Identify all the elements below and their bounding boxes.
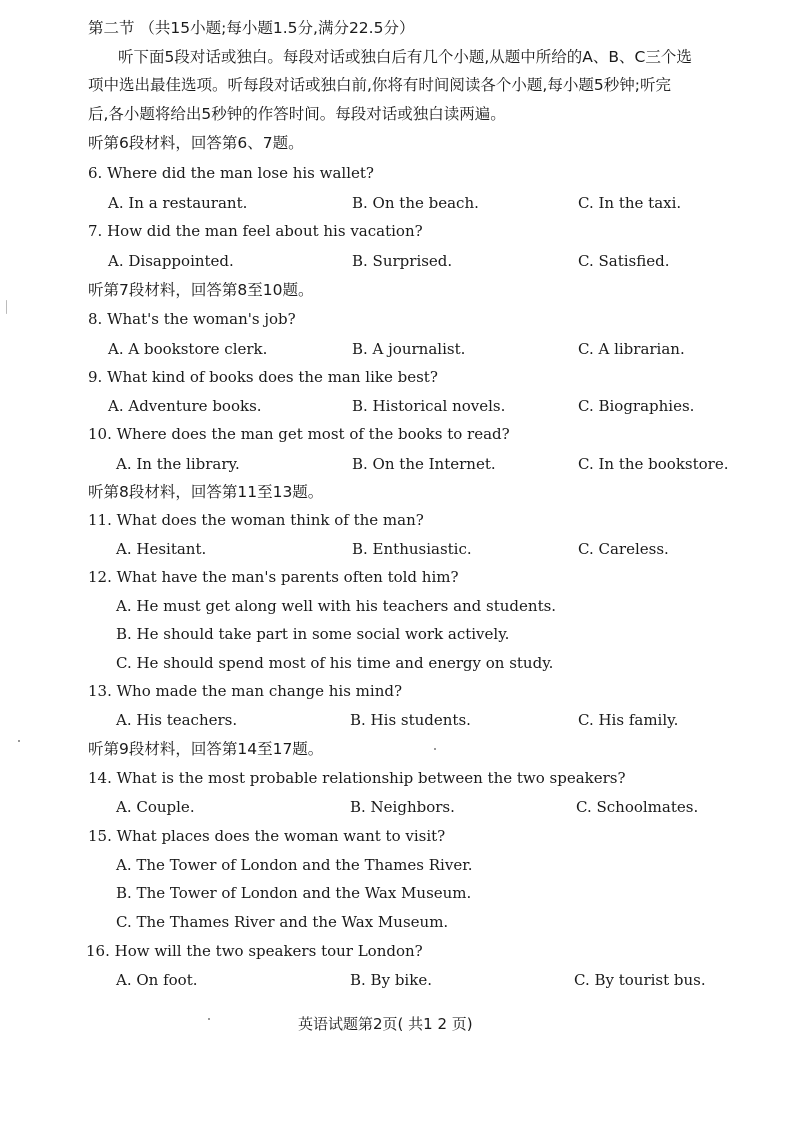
option-6c: C. In the taxi.: [578, 194, 682, 212]
scan-speck: [208, 1018, 210, 1020]
question-stem-10: 10. Where does the man get most of the books to read?: [88, 425, 510, 443]
scan-speck: [18, 740, 20, 742]
instruction-line-2: 项中选出最佳选项。听每段对话或独白前,你将有时间阅读各个小题,每小题5秒钟;听完: [88, 76, 671, 94]
question-stem-15: 15. What places does the woman want to visit?: [88, 827, 446, 845]
option-16a: A. On foot.: [116, 971, 198, 989]
instruction-line-3: 后,各小题将给出5秒钟的作答时间。每段对话或独白读两遍。: [88, 105, 506, 123]
question-stem-7: 7. How did the man feel about his vacation?: [88, 222, 423, 240]
option-13a: A. His teachers.: [116, 711, 238, 729]
option-10c: C. In the bookstore.: [578, 455, 729, 473]
option-13b: B. His students.: [350, 711, 471, 729]
option-8c: C. A librarian.: [578, 340, 685, 358]
option-16b: B. By bike.: [350, 971, 432, 989]
option-8b: B. A journalist.: [352, 340, 466, 358]
question-stem-13: 13. Who made the man change his mind?: [88, 682, 403, 700]
option-11a: A. Hesitant.: [116, 540, 207, 558]
scan-speck: [6, 300, 7, 314]
group-label-9: 听第9段材料，回答第14至17题。: [88, 740, 324, 758]
option-9c: C. Biographies.: [578, 397, 695, 415]
question-stem-6: 6. Where did the man lose his wallet?: [88, 164, 374, 182]
page-footer: 英语试题第2页( 共1 2 页): [298, 1015, 473, 1033]
option-12c: C. He should spend most of his time and energy on study.: [116, 654, 554, 672]
instruction-line-1: 听下面5段对话或独白。每段对话或独白后有几个小题,从题中所给的A、B、C三个选: [118, 48, 692, 66]
option-15c: C. The Thames River and the Wax Museum.: [116, 913, 449, 931]
option-14b: B. Neighbors.: [350, 798, 455, 816]
option-11c: C. Careless.: [578, 540, 669, 558]
option-8a: A. A bookstore clerk.: [108, 340, 268, 358]
scan-speck: [434, 748, 436, 750]
question-stem-11: 11. What does the woman think of the man?: [88, 511, 424, 529]
group-label-6: 听第6段材料，回答第6、7题。: [88, 134, 304, 152]
option-10a: A. In the library.: [116, 455, 240, 473]
option-10b: B. On the Internet.: [352, 455, 496, 473]
group-label-7: 听第7段材料，回答第8至10题。: [88, 281, 314, 299]
section-heading: 第二节 （共15小题;每小题1.5分,满分22.5分）: [88, 19, 415, 37]
option-13c: C. His family.: [578, 711, 679, 729]
option-7c: C. Satisfied.: [578, 252, 670, 270]
option-16c: C. By tourist bus.: [574, 971, 706, 989]
option-15b: B. The Tower of London and the Wax Museum.: [116, 884, 472, 902]
option-9b: B. Historical novels.: [352, 397, 506, 415]
option-14a: A. Couple.: [116, 798, 195, 816]
question-stem-14: 14. What is the most probable relationship between the two speakers?: [88, 769, 626, 787]
question-stem-16: 16. How will the two speakers tour London?: [86, 942, 423, 960]
option-9a: A. Adventure books.: [108, 397, 262, 415]
option-15a: A. The Tower of London and the Thames River.: [116, 856, 473, 874]
option-6b: B. On the beach.: [352, 194, 479, 212]
option-6a: A. In a restaurant.: [108, 194, 248, 212]
option-12b: B. He should take part in some social work actively.: [116, 625, 510, 643]
option-14c: C. Schoolmates.: [576, 798, 699, 816]
group-label-8: 听第8段材料，回答第11至13题。: [88, 483, 324, 501]
option-7b: B. Surprised.: [352, 252, 453, 270]
question-stem-12: 12. What have the man's parents often told him?: [88, 568, 459, 586]
option-11b: B. Enthusiastic.: [352, 540, 472, 558]
option-12a: A. He must get along well with his teachers and students.: [116, 597, 557, 615]
question-stem-9: 9. What kind of books does the man like best?: [88, 368, 438, 386]
question-stem-8: 8. What's the woman's job?: [88, 310, 296, 328]
option-7a: A. Disappointed.: [108, 252, 234, 270]
